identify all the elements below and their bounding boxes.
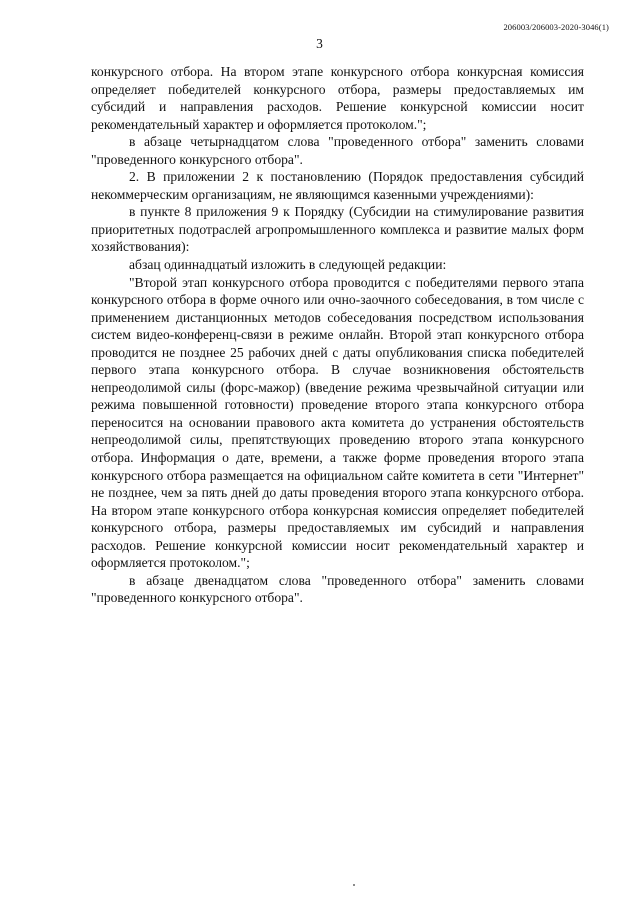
document-body <box>91 63 584 607</box>
paragraph: 2. В приложении 2 к постановлению (Порядок предоставления субсидий некоммерческим организациям, не являющимся казенными учреждениями): <box>91 169 584 202</box>
paragraph: "Второй этап конкурсного отбора проводится с победителями первого этапа конкурсного отбора в форме очного или очно-заочного собеседования, в том числе с применением дистанционных методов собеседования посредством использования систем видео-конференц-связи в режиме онлайн. Второй этап конкурсного отбора проводится не позднее 25 рабочих дней с даты опубликования списка победителей первого этапа конкурсного отбора. В случае возникновения обстоятельств непреодолимой силы (форс-мажор) (введение режима чрезвычайной ситуации или режима повышенной готовности) проведение второго этапа конкурсного отбора переносится на основании правового акта комитета до устранения обстоятельств непреодолимой силы, препятствующих проведению второго этапа конкурсного отбора. Информация о дате, времени, а также форме проведения второго этапа конкурсного отбора размещается на официальном сайте комитета в сети "Интернет" не позднее, чем за пять дней до даты проведения второго этапа конкурсного отбора. На втором этапе конкурсного отбора конкурсная комиссия определяет победителей конкурсного отбора, размеры предоставляемых им субсидий и направления расходов. Решение конкурсной комиссии носит рекомендательный характер и оформляется протоколом."; <box>91 274 584 571</box>
paragraph: в абзаце четырнадцатом слова "проведенного отбора" заменить словами "проведенного конкурсного отбора". <box>91 134 584 167</box>
document-id: 206003/206003-2020-3046(1) <box>503 22 609 32</box>
paragraph: в пункте 8 приложения 9 к Порядку (Субсидии на стимулирование развития приоритетных подотраслей агропромышленного комплекса и развитие малых форм хозяйствования): <box>91 204 584 255</box>
page-number: 3 <box>316 36 323 51</box>
paragraph: абзац одиннадцатый изложить в следующей редакции: <box>129 257 447 273</box>
paragraph: в абзаце двенадцатом слова "проведенного отбора" заменить словами "проведенного конкурсного отбора". <box>91 572 584 606</box>
paragraph: конкурсного отбора. На втором этапе конкурсного отбора конкурсная комиссия определяет победителей конкурсного отбора, размеры предоставляемых им субсидий и направления расходов. Решение конкурсной комиссии носит рекомендательный характер и оформляется протоколом."; <box>91 64 584 132</box>
scan-speck <box>353 884 355 886</box>
